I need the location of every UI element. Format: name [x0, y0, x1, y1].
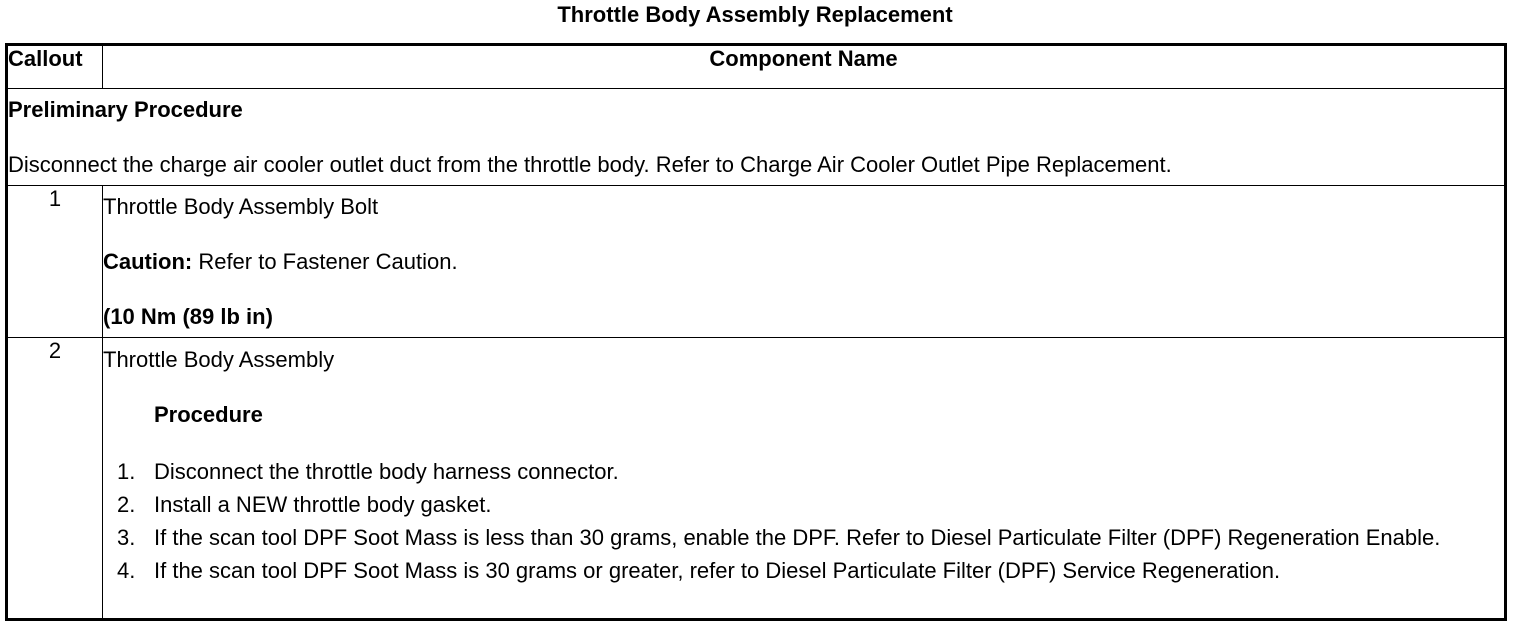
- component-cell: [103, 186, 1506, 338]
- step-number: 2.: [117, 492, 136, 517]
- step-text: If the scan tool DPF Soot Mass is 30 grams or greater, refer to Diesel Particulate Filter (DPF) Service Regeneration.: [154, 558, 1281, 583]
- preliminary-procedure-row: [7, 89, 1506, 186]
- callout-number: 1: [7, 186, 103, 338]
- step-text: If the scan tool DPF Soot Mass is less than 30 grams, enable the DPF. Refer to Diesel Particulate Filter (DPF) Regeneration Enable.: [154, 525, 1441, 550]
- procedure-step: [103, 523, 1504, 553]
- step-number: 3.: [117, 525, 136, 550]
- step-number: 1.: [117, 459, 136, 484]
- procedure-table: [5, 43, 1507, 621]
- caution-text: Refer to Fastener Caution.: [192, 249, 458, 274]
- caution-label: Caution:: [103, 249, 193, 274]
- step-text: Disconnect the throttle body harness connector.: [154, 459, 619, 484]
- callout-number: 2: [7, 338, 103, 620]
- torque-spec: (10 Nm (89 lb in): [103, 304, 273, 329]
- component-cell: [103, 338, 1506, 620]
- caution-note: [103, 249, 1504, 275]
- table-row: [7, 186, 1506, 338]
- procedure-steps: [103, 457, 1504, 586]
- table-header-row: [7, 45, 1506, 89]
- column-header-component-name: Component Name: [103, 45, 1506, 89]
- component-name: Throttle Body Assembly Bolt: [103, 194, 379, 219]
- page-title: Throttle Body Assembly Replacement: [557, 2, 953, 27]
- step-number: 4.: [117, 558, 136, 583]
- table-row: [7, 338, 1506, 620]
- component-name: Throttle Body Assembly: [103, 347, 335, 372]
- procedure-step: [103, 457, 1504, 487]
- step-text: Install a NEW throttle body gasket.: [154, 492, 492, 517]
- column-header-callout: Callout: [7, 45, 103, 89]
- procedure-step: [103, 490, 1504, 520]
- procedure-heading: Procedure: [154, 402, 263, 427]
- procedure-step: [103, 556, 1504, 586]
- preliminary-procedure-title: Preliminary Procedure: [8, 97, 243, 122]
- preliminary-procedure-cell: [7, 89, 1506, 186]
- preliminary-procedure-text: Disconnect the charge air cooler outlet duct from the throttle body. Refer to Charge Air Cooler Outlet Pipe Replacement.: [8, 152, 1172, 177]
